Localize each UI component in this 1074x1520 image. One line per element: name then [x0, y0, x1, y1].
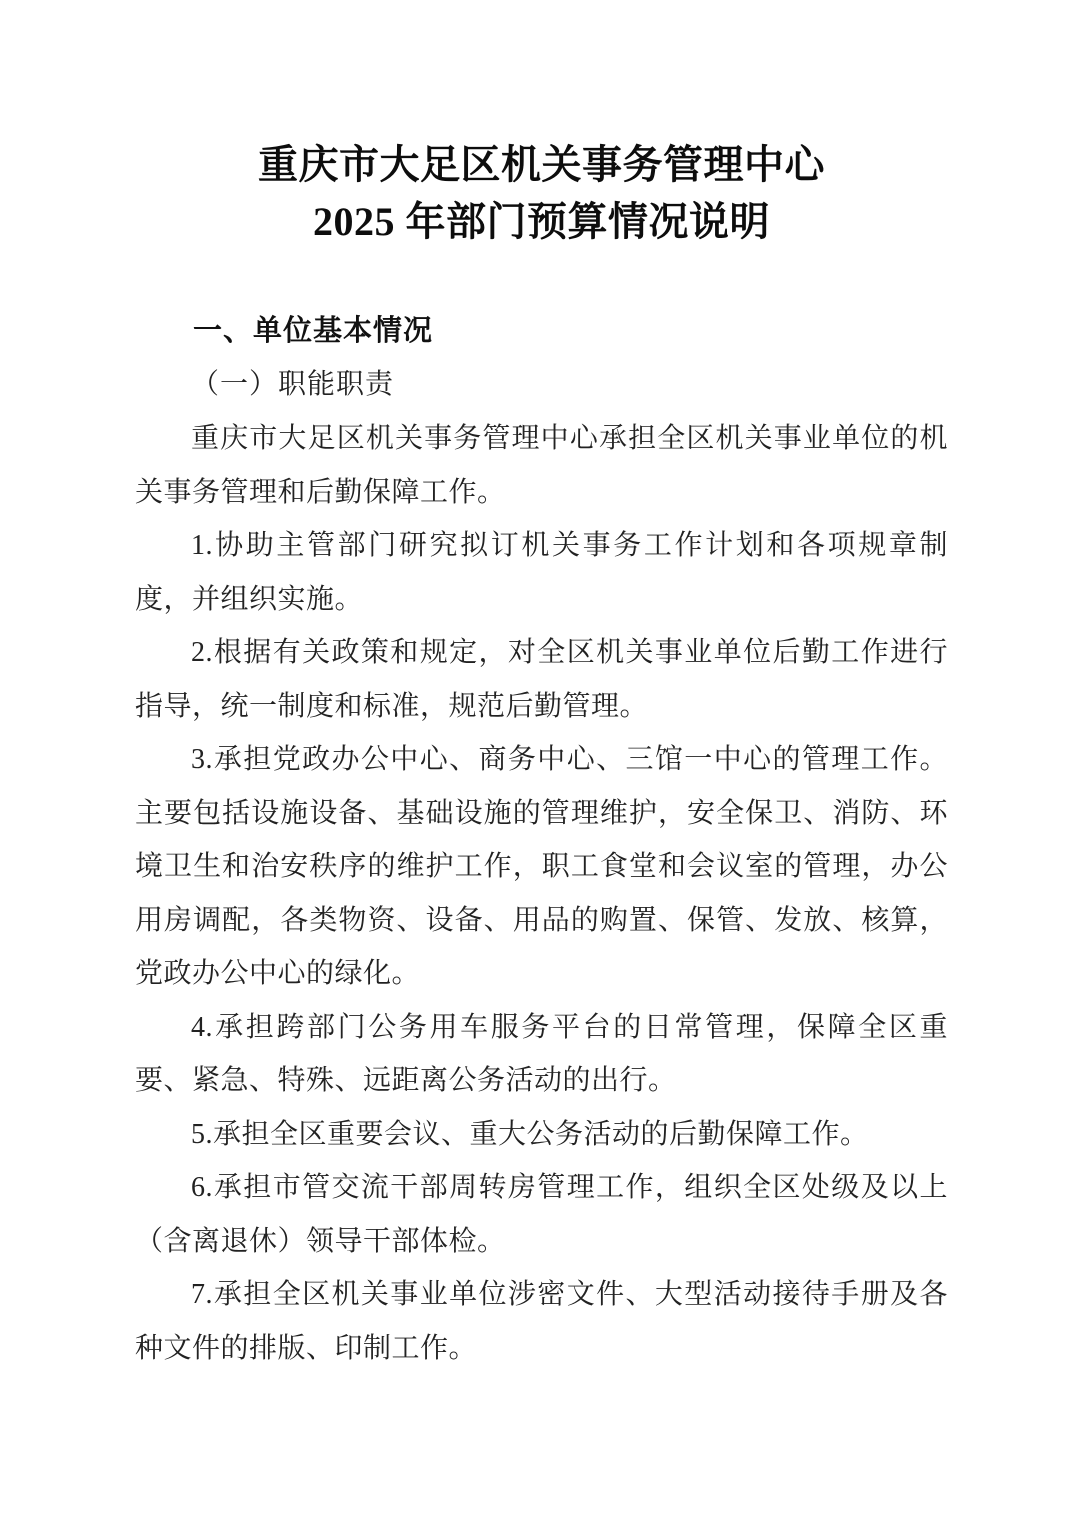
paragraph-duty-1: 1.协助主管部门研究拟订机关事务工作计划和各项规章制度，并组织实施。 [135, 530, 948, 615]
body-text [135, 412, 948, 1375]
paragraph-duty-6: 6.承担市管交流干部周转房管理工作，组织全区处级及以上（含离退休）领导干部体检。 [135, 1172, 948, 1257]
paragraph-duty-5: 5.承担全区重要会议、重大公务活动的后勤保障工作。 [191, 1118, 869, 1150]
paragraph-duty-2: 2.根据有关政策和规定，对全区机关事业单位后勤工作进行指导，统一制度和标准，规范后勤管理。 [135, 637, 948, 722]
document-title-line-1: 重庆市大足区机关事务管理中心 [258, 142, 825, 187]
section-heading-basic-info: 一、单位基本情况 [193, 315, 434, 347]
document-title [135, 136, 948, 250]
paragraph-duty-3: 3.承担党政办公中心、商务中心、三馆一中心的管理工作。主要包括设施设备、基础设施的管理维护，安全保卫、消防、环境卫生和治安秩序的维护工作，职工食堂和会议室的管理，办公用房调配，各类物资、设备、用品的购置、保管、发放、核算，党政办公中心的绿化。 [135, 744, 948, 989]
paragraph-duty-7: 7.承担全区机关事业单位涉密文件、大型活动接待手册及各种文件的排版、印制工作。 [135, 1279, 948, 1364]
paragraph-duty-4: 4.承担跨部门公务用车服务平台的日常管理，保障全区重要、紧急、特殊、远距离公务活动的出行。 [135, 1011, 948, 1096]
paragraph-intro: 重庆市大足区机关事务管理中心承担全区机关事业单位的机关事务管理和后勤保障工作。 [135, 423, 948, 508]
document-title-line-2: 2025 年部门预算情况说明 [313, 199, 770, 244]
subsection-heading-duties: （一）职能职责 [191, 369, 395, 400]
